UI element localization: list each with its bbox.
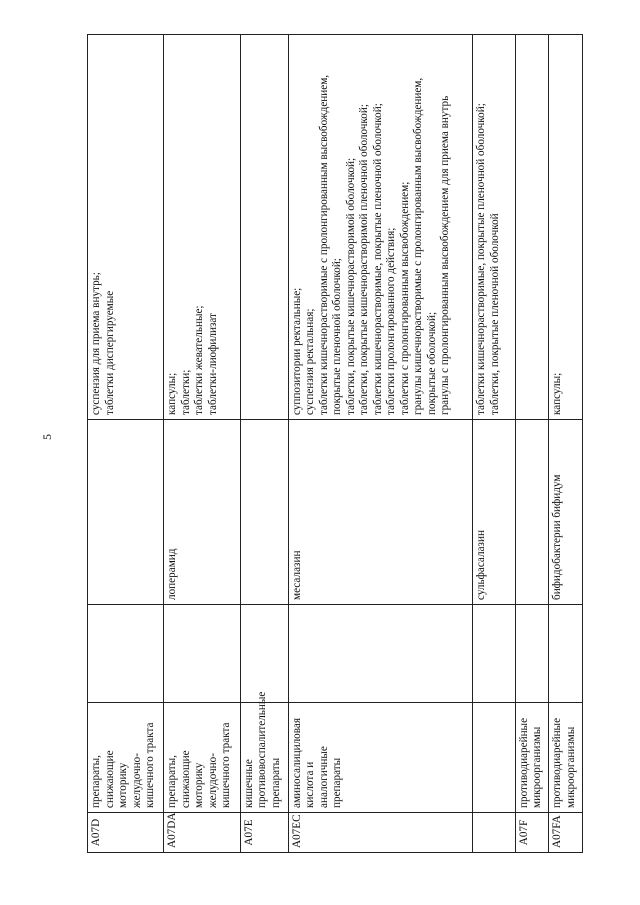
forms-cell [164, 35, 240, 420]
name-cell: сульфасалазин [473, 420, 515, 605]
form-item: таблетки пролонгированного действия; [385, 227, 398, 415]
page-number: 5 [40, 434, 54, 440]
subgroup-cell [288, 605, 473, 703]
form-item: таблетки кишечнорастворимые с пролонгированным высвобождением, покрытые пленочной оболочкой; [317, 74, 344, 415]
form-item: таблетки, покрытые кишечнорастворимой пленочной оболочкой; [358, 104, 371, 415]
table-row [164, 35, 240, 853]
form-item: таблетки жевательные; [193, 305, 206, 415]
code-cell [473, 813, 515, 853]
name-cell [240, 420, 288, 605]
form-item: таблетки, покрытые пленочной оболочкой [488, 213, 501, 415]
group-cell [473, 703, 515, 813]
forms-cell [240, 35, 288, 420]
forms-cell [288, 35, 473, 420]
group-cell: кишечные противовоспалительные препараты [240, 703, 288, 813]
subgroup-cell [164, 605, 240, 703]
name-cell [515, 420, 549, 605]
group-cell: противодиарейные микроорганизмы [549, 703, 583, 813]
name-cell: лоперамид [164, 420, 240, 605]
form-item: суспензия для приема внутрь; [90, 272, 102, 415]
code-cell: A07EC [288, 813, 473, 853]
table-row [88, 35, 164, 853]
form-item: таблетки кишечнорастворимые, покрытые пленочной оболочкой; [371, 103, 384, 415]
table-row [515, 35, 549, 853]
table-row [288, 35, 473, 853]
form-item: таблетки диспергируемые [103, 290, 116, 415]
table-row [549, 35, 583, 853]
subgroup-cell [549, 605, 583, 703]
form-item: таблетки с пролонгированным высвобождением; [398, 181, 411, 415]
table-row [473, 35, 515, 853]
form-item: таблетки, покрытые кишечнорастворимой оболочкой; [344, 157, 357, 415]
code-cell: A07F [515, 813, 549, 853]
forms-cell [88, 35, 164, 420]
forms-cell [549, 35, 583, 420]
group-cell: аминосалициловая кислота и аналогичные препараты [288, 703, 473, 813]
name-cell: бифидобактерии бифидум [549, 420, 583, 605]
subgroup-cell [473, 605, 515, 703]
group-cell: препараты, снижающие моторику желудочно-кишечного тракта [164, 703, 240, 813]
form-item: таблетки кишечнорастворимые, покрытые пленочной оболочкой; [475, 103, 488, 415]
forms-cell [473, 35, 515, 420]
form-item: гранулы с пролонгированным высвобождением для приема внутрь [439, 95, 452, 415]
drug-table [87, 34, 583, 853]
code-cell: A07D [88, 813, 164, 853]
subgroup-cell [88, 605, 164, 703]
group-cell: препараты, снижающие моторику желудочно-кишечного тракта [88, 703, 164, 813]
form-item: таблетки; [179, 369, 192, 415]
name-cell: месалазин [288, 420, 473, 605]
code-cell: A07E [240, 813, 288, 853]
subgroup-cell [240, 605, 288, 703]
form-item: капсулы; [551, 372, 564, 415]
form-item: суппозитории ректальные; [290, 287, 303, 415]
form-item: суспензия ректальная; [304, 308, 317, 415]
rotated-table-container [87, 35, 583, 853]
table-row [240, 35, 288, 853]
form-item: таблетки-лиофилизат [206, 313, 219, 415]
group-cell: противодиарейные микроорганизмы [515, 703, 549, 813]
code-cell: A07FA [549, 813, 583, 853]
name-cell [88, 420, 164, 605]
form-item: капсулы; [166, 372, 179, 415]
forms-cell [515, 35, 549, 420]
form-item: гранулы кишечнорастворимые с пролонгированным высвобождением, покрытые оболочкой; [412, 77, 438, 415]
subgroup-cell [515, 605, 549, 703]
code-cell: A07DA [164, 813, 240, 853]
